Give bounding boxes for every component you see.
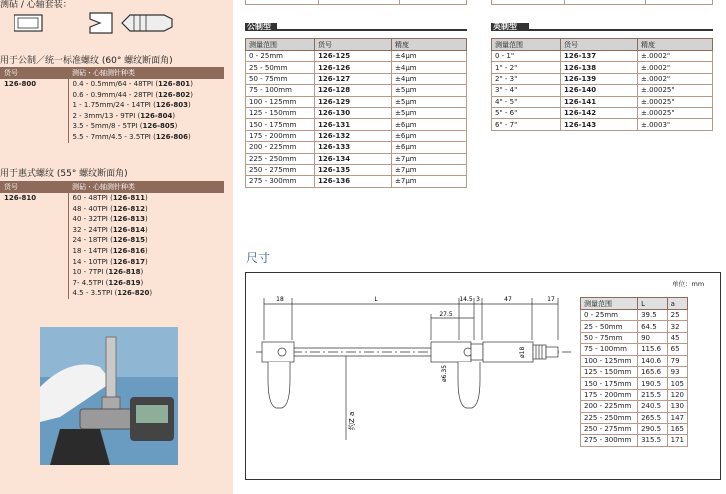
paren-close: ) (190, 90, 193, 99)
metric-col-code: 货号 (315, 39, 392, 51)
inch-cell-2: ±.0002" (638, 51, 713, 62)
dim-L-label: L (374, 296, 378, 303)
inch-cell-0: 5" - 6" (492, 107, 561, 118)
inch-cell-2: ±.00025" (638, 96, 713, 107)
whitworth-thread-table (0, 181, 224, 299)
product-code-cell (0, 267, 68, 278)
thread-range: 4.5 - 3.5TPI ( (72, 289, 118, 298)
anvil-set-caption: 测砧 / 心轴套装： (0, 0, 72, 10)
metric-cell-2: ±6μm (392, 119, 467, 130)
table-row (0, 193, 224, 204)
table-row (0, 100, 224, 111)
product-code-cell (0, 204, 68, 215)
table-row (581, 378, 688, 389)
anvil-code: 126-817 (112, 257, 145, 266)
table-row (246, 85, 467, 96)
dim-col-a: a (667, 298, 687, 310)
metric-cell-1: 126-136 (315, 176, 392, 187)
table-row (492, 107, 713, 118)
metric-cell-1: 126-133 (315, 142, 392, 153)
table-row (581, 344, 688, 355)
anvil-code: 126-813 (112, 215, 145, 224)
inch-col-code: 货号 (561, 39, 638, 51)
dimensions-cell-2: 79 (667, 355, 687, 366)
metric-cell-1: 126-128 (315, 85, 392, 96)
dimensions-cell-0: 200 - 225mm (581, 401, 638, 412)
dim-6-35-label: ø6.35 (441, 364, 448, 382)
table-row (492, 62, 713, 73)
table-row (246, 164, 467, 175)
metric-cell-0: 150 - 175mm (246, 119, 315, 130)
dimensions-cell-1: 165.6 (638, 366, 668, 377)
table-row (0, 132, 224, 143)
thread-range-cell (68, 79, 224, 90)
thread-range-cell (68, 288, 224, 299)
thread-range: 40 - 32TPI ( (72, 215, 113, 224)
dimensions-cell-1: 64.5 (638, 321, 668, 332)
table-row (0, 79, 224, 90)
thread-range-cell (68, 257, 224, 268)
table-row (0, 111, 224, 122)
inch-table (491, 38, 713, 131)
thread-range: 2 - 3mm/13 - 9TPI ( (72, 111, 141, 120)
table-row (0, 246, 224, 257)
metric-cell-2: ±7μm (392, 153, 467, 164)
metric-cell-2: ±4μm (392, 73, 467, 84)
anvil-shapes-illustration (14, 9, 174, 37)
inch-col-accuracy: 精度 (638, 39, 713, 51)
thread-range-cell (68, 214, 224, 225)
thread-range-cell (68, 121, 224, 132)
col-header-code: 货号 (0, 181, 68, 193)
table-row (246, 176, 467, 187)
table-row (246, 96, 467, 107)
metric-cell-0: 50 - 75mm (246, 73, 315, 84)
metric-cell-2: ±5μm (392, 107, 467, 118)
dimensions-cell-0: 175 - 200mm (581, 389, 638, 400)
product-code-cell: 126-810 (0, 193, 68, 204)
dimensions-cell-0: 0 - 25mm (581, 310, 638, 321)
table-row (581, 366, 688, 377)
inch-cell-2: ±.0002" (638, 62, 713, 73)
inch-cell-0: 1" - 2" (492, 62, 561, 73)
table-row (0, 204, 224, 215)
dim-3-label: 3 (476, 296, 480, 303)
product-code-cell (0, 100, 68, 111)
dimensions-cell-1: 140.6 (638, 355, 668, 366)
paren-close: ) (144, 215, 148, 224)
dimensions-cell-0: 250 - 275mm (581, 423, 638, 434)
metric-cell-0: 275 - 300mm (246, 176, 315, 187)
dimension-table (580, 297, 688, 447)
table-row (492, 73, 713, 84)
dimensions-cell-1: 90 (638, 332, 668, 343)
metric-cell-0: 225 - 250mm (246, 153, 315, 164)
dimensions-cell-1: 39.5 (638, 310, 668, 321)
inch-cell-1: 126-138 (561, 62, 638, 73)
anvil-code: 126-803 (155, 101, 188, 110)
col-header-type: 测砧・心轴测针种类 (68, 67, 224, 79)
thread-range-cell (68, 225, 224, 236)
dim-col-L: L (638, 298, 668, 310)
thread-range-cell (68, 204, 224, 215)
paren-close: ) (144, 236, 148, 245)
inch-cell-0: 4" - 5" (492, 96, 561, 107)
metric-thread-section-title: 用于公制／统一标准螺纹 (60° 螺纹断面角) (0, 56, 173, 66)
inch-cell-2: ±.00025" (638, 85, 713, 96)
dim-col-range: 测量范围 (581, 298, 638, 310)
table-row (246, 142, 467, 153)
metric-banner-wrap (245, 23, 467, 31)
metric-table (245, 38, 467, 188)
metric-cell-1: 126-134 (315, 153, 392, 164)
paren-close: ) (190, 80, 193, 88)
anvil-code: 126-819 (108, 278, 141, 287)
inch-banner-wrap (491, 23, 713, 31)
product-code-cell (0, 121, 68, 132)
dim-14-5-label: 14.5 (459, 296, 473, 303)
thread-range: 3.5 - 5mm/8 - 5TPI ( (72, 122, 143, 131)
paren-close: ) (144, 204, 148, 213)
product-code-cell (0, 214, 68, 225)
inch-cell-1: 126-137 (561, 51, 638, 62)
table-row (246, 130, 467, 141)
product-photo (40, 327, 178, 465)
thread-range-cell (68, 267, 224, 278)
inch-banner: 英制型 (491, 23, 529, 31)
dimensions-cell-0: 100 - 125mm (581, 355, 638, 366)
product-code-cell (0, 235, 68, 246)
dimensions-cell-2: 130 (667, 401, 687, 412)
inch-cell-0: 6" - 7" (492, 119, 561, 130)
dimensions-cell-0: 125 - 150mm (581, 366, 638, 377)
product-code-cell (0, 278, 68, 289)
paren-close: ) (187, 132, 191, 141)
product-code-cell (0, 288, 68, 299)
metric-cell-2: ±4μm (392, 62, 467, 73)
dimensions-cell-1: 190.5 (638, 378, 668, 389)
dimensions-cell-2: 147 (667, 412, 687, 423)
table-row (581, 332, 688, 343)
thread-range: 1 - 1.75mm/24 - 14TPI ( (72, 101, 156, 110)
thread-range-cell (68, 246, 224, 257)
product-code-cell (0, 257, 68, 268)
thread-range: 5.5 - 7mm/4.5 - 3.5TPI ( (72, 132, 156, 141)
metric-cell-0: 100 - 125mm (246, 96, 315, 107)
table-row (0, 235, 224, 246)
col-header-code: 货号 (0, 67, 68, 79)
inch-table-cutoff (491, 0, 713, 5)
thread-range: 0.4 - 0.5mm/64 - 48TPI ( (72, 80, 159, 88)
table-row (581, 423, 688, 434)
metric-cell-1: 126-135 (315, 164, 392, 175)
dim-18-label: 18 (276, 296, 284, 303)
paren-close: ) (140, 268, 144, 277)
thread-range: 60 - 48TPI ( (72, 194, 113, 202)
table-row (492, 85, 713, 96)
anvil-code: 126-820 (117, 289, 150, 298)
metric-banner: 公制型 (245, 23, 277, 31)
table-row (246, 51, 467, 62)
inch-cell-2: ±.0002" (638, 73, 713, 84)
anvil-code: 126-804 (140, 111, 173, 120)
anvil-code: 126-818 (108, 268, 141, 277)
inch-cell-1: 126-139 (561, 73, 638, 84)
thread-range: 0.6 - 0.9mm/44 - 28TPI ( (72, 90, 159, 99)
thread-range: 24 - 18TPI ( (72, 236, 113, 245)
metric-cell-2: ±6μm (392, 130, 467, 141)
metric-cell-1: 126-131 (315, 119, 392, 130)
metric-cell-0: 200 - 225mm (246, 142, 315, 153)
metric-cell-0: 0 - 25mm (246, 51, 315, 62)
inch-cell-1: 126-142 (561, 107, 638, 118)
table-row (0, 278, 224, 289)
table-row (0, 121, 224, 132)
dim-47-label: 47 (504, 296, 512, 303)
table-row (246, 153, 467, 164)
thread-range-cell (68, 193, 224, 204)
dimensions-title: 尺寸 (246, 251, 271, 265)
metric-cell-1: 126-125 (315, 51, 392, 62)
thread-range-cell (68, 100, 224, 111)
inch-cell-2: ±.0003" (638, 119, 713, 130)
table-row (492, 119, 713, 130)
anvil-code: 126-816 (112, 246, 145, 255)
metric-col-accuracy: 精度 (392, 39, 467, 51)
metric-cell-0: 250 - 275mm (246, 164, 315, 175)
dim-17-label: 17 (547, 296, 555, 303)
whitworth-thread-section-title: 用于惠式螺纹 (55° 螺纹断面角) (0, 169, 128, 179)
table-row (0, 225, 224, 236)
dim-18-dia-label: ø18 (519, 346, 526, 358)
table-row (581, 435, 688, 446)
paren-close: ) (144, 225, 148, 234)
dimensions-cell-2: 165 (667, 423, 687, 434)
metric-cell-0: 175 - 200mm (246, 130, 315, 141)
dimensions-cell-1: 290.5 (638, 423, 668, 434)
col-header-type: 测砧・心轴测针种类 (68, 181, 224, 193)
thread-range: 14 - 10TPI ( (72, 257, 113, 266)
metric-cell-2: ±7μm (392, 176, 467, 187)
anvil-code: 126-801 (158, 80, 191, 88)
dimensions-cell-0: 225 - 250mm (581, 412, 638, 423)
metric-cell-2: ±5μm (392, 96, 467, 107)
thread-range: 32 - 24TPI ( (72, 225, 113, 234)
metric-cell-2: ±4μm (392, 51, 467, 62)
dimensions-cell-1: 115.6 (638, 344, 668, 355)
dim-a-label: 约Z a (348, 411, 356, 430)
inch-cell-2: ±.00025" (638, 107, 713, 118)
table-row (246, 62, 467, 73)
table-row (0, 257, 224, 268)
metric-cell-2: ±6μm (392, 142, 467, 153)
metric-cell-1: 126-129 (315, 96, 392, 107)
table-row (0, 288, 224, 299)
unit-label: 单位：mm (672, 280, 705, 288)
thread-range-cell (68, 235, 224, 246)
anvil-code: 126-814 (112, 225, 145, 234)
anvil-code: 126-811 (112, 194, 145, 202)
dimensions-cell-0: 50 - 75mm (581, 332, 638, 343)
dimensions-cell-2: 171 (667, 435, 687, 446)
table-row (0, 267, 224, 278)
table-row (581, 310, 688, 321)
product-code-cell (0, 246, 68, 257)
table-row (246, 119, 467, 130)
thread-range-cell (68, 90, 224, 101)
inch-cell-0: 3" - 4" (492, 85, 561, 96)
thread-range: 48 - 40TPI ( (72, 204, 113, 213)
anvil-code: 126-802 (158, 90, 191, 99)
paren-close: ) (144, 194, 148, 202)
metric-cell-0: 25 - 50mm (246, 62, 315, 73)
metric-cell-2: ±7μm (392, 164, 467, 175)
paren-close: ) (144, 246, 148, 255)
dimensions-cell-1: 215.5 (638, 389, 668, 400)
dimensions-cell-2: 25 (667, 310, 687, 321)
table-row (246, 73, 467, 84)
table-row (492, 96, 713, 107)
metric-thread-table (0, 67, 224, 143)
metric-cell-1: 126-132 (315, 130, 392, 141)
product-code-cell (0, 225, 68, 236)
metric-cell-1: 126-126 (315, 62, 392, 73)
product-code-cell: 126-800 (0, 79, 68, 90)
inch-cell-1: 126-141 (561, 96, 638, 107)
micrometer-drawing (246, 290, 576, 475)
metric-cell-1: 126-130 (315, 107, 392, 118)
anvil-code: 126-812 (112, 204, 145, 213)
dimensions-cell-2: 32 (667, 321, 687, 332)
thread-range: 10 - 7TPI ( (72, 268, 109, 277)
dimensions-cell-0: 25 - 50mm (581, 321, 638, 332)
anvil-code: 126-805 (142, 122, 175, 131)
table-row (581, 321, 688, 332)
paren-close: ) (149, 289, 153, 298)
inch-cell-1: 126-143 (561, 119, 638, 130)
dimensions-cell-2: 120 (667, 389, 687, 400)
metric-cell-0: 75 - 100mm (246, 85, 315, 96)
thread-range: 7- 4.5TPI ( (72, 278, 109, 287)
product-code-cell (0, 90, 68, 101)
table-row (246, 107, 467, 118)
table-row (0, 214, 224, 225)
dimensions-cell-1: 315.5 (638, 435, 668, 446)
dimensions-cell-2: 93 (667, 366, 687, 377)
table-row (581, 355, 688, 366)
paren-close: ) (187, 101, 191, 110)
paren-close: ) (174, 122, 178, 131)
table-row (0, 90, 224, 101)
dimensions-cell-2: 105 (667, 378, 687, 389)
product-code-cell (0, 111, 68, 122)
table-row (492, 51, 713, 62)
dimensions-cell-1: 265.5 (638, 412, 668, 423)
inch-cell-0: 0 - 1" (492, 51, 561, 62)
metric-cell-1: 126-127 (315, 73, 392, 84)
anvil-code: 126-806 (155, 132, 188, 141)
paren-close: ) (140, 278, 144, 287)
metric-cell-2: ±5μm (392, 85, 467, 96)
thread-range: 18 - 14TPI ( (72, 246, 113, 255)
dimensions-cell-0: 75 - 100mm (581, 344, 638, 355)
paren-close: ) (172, 111, 176, 120)
dimensions-cell-1: 240.5 (638, 401, 668, 412)
product-code-cell (0, 132, 68, 143)
paren-close: ) (144, 257, 148, 266)
thread-range-cell (68, 111, 224, 122)
table-row (581, 412, 688, 423)
dim-27-5-label: 27.5 (439, 311, 453, 318)
thread-range-cell (68, 278, 224, 289)
inch-cell-1: 126-140 (561, 85, 638, 96)
dimensions-cell-0: 275 - 300mm (581, 435, 638, 446)
anvil-code: 126-815 (112, 236, 145, 245)
metric-col-range: 测量范围 (246, 39, 315, 51)
dimensions-cell-2: 45 (667, 332, 687, 343)
inch-col-range: 测量范围 (492, 39, 561, 51)
metric-cell-0: 125 - 150mm (246, 107, 315, 118)
thread-range-cell (68, 132, 224, 143)
inch-cell-0: 2" - 3" (492, 73, 561, 84)
table-row (581, 401, 688, 412)
dimensions-cell-2: 65 (667, 344, 687, 355)
metric-table-cutoff (245, 0, 467, 5)
table-row (581, 389, 688, 400)
dimensions-cell-0: 150 - 175mm (581, 378, 638, 389)
